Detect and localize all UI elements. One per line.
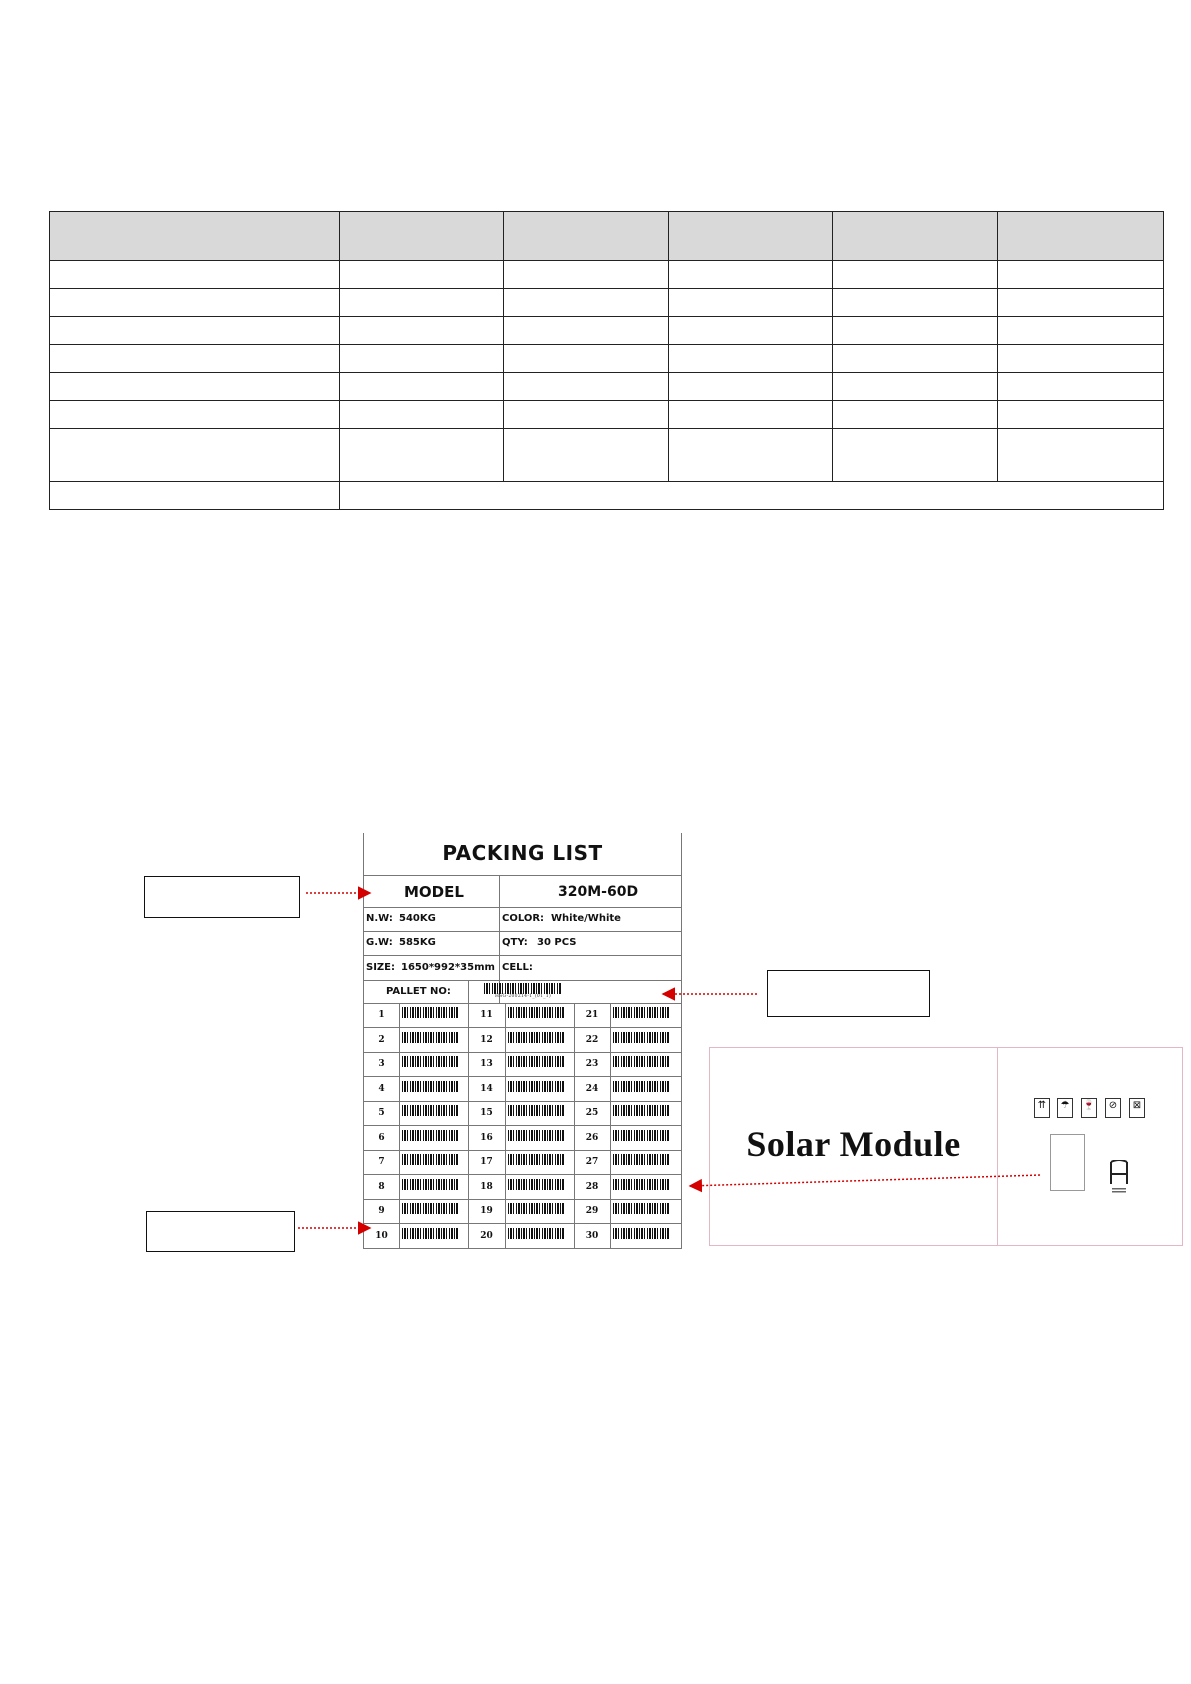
pallet-index-number: 2 (378, 1034, 385, 1045)
qty-value: 30 PCS (537, 937, 577, 948)
module-barcode (402, 1081, 458, 1098)
pallet-index-number: 19 (480, 1206, 493, 1216)
module-barcode (613, 1130, 669, 1147)
gw-value: 585KG (399, 937, 436, 948)
module-barcode (613, 1056, 669, 1073)
do-not-stack-icon: ⊘ (1105, 1098, 1121, 1118)
module-barcode (508, 1179, 564, 1196)
table-footer-row (50, 482, 1164, 510)
packing-list-title: PACKING LIST (442, 841, 603, 865)
pallet-index-number: 15 (480, 1108, 493, 1118)
module-barcode (402, 1203, 458, 1220)
pallet-index-number: 14 (480, 1083, 493, 1094)
module-barcode (613, 1105, 669, 1122)
table-header-row (50, 212, 1164, 261)
module-barcode (508, 1228, 564, 1245)
module-barcode (613, 1007, 669, 1024)
pallet-index-number: 5 (378, 1108, 385, 1118)
pallet-index-number: 18 (480, 1181, 493, 1192)
pallet-index-number: 17 (480, 1157, 493, 1167)
module-barcode (402, 1130, 458, 1147)
color-label: COLOR: (502, 913, 545, 924)
pallet-index-number: 6 (378, 1132, 385, 1143)
module-barcode (508, 1203, 564, 1220)
header-cell (669, 212, 833, 261)
pallet-label: PALLET NO: (386, 986, 451, 997)
pallet-index-number: 1 (378, 1010, 385, 1020)
pallet-index-number: 21 (585, 1010, 599, 1020)
pallet-index-number: 8 (378, 1181, 385, 1192)
callout-box-model (144, 876, 300, 918)
header-cell (998, 212, 1164, 261)
pallet-index-number: 27 (585, 1157, 599, 1167)
recycle-bin-icon: ⊠ (1129, 1098, 1145, 1118)
module-barcode (613, 1081, 669, 1098)
pallet-index-number: 11 (480, 1010, 493, 1020)
table-row (50, 317, 1164, 345)
nw-label: N.W: (366, 913, 393, 924)
pallet-index-number: 7 (378, 1157, 385, 1167)
module-barcode (402, 1154, 458, 1171)
table-row (50, 401, 1164, 429)
model-value: 320M-60D (558, 884, 639, 900)
module-barcode (508, 1007, 564, 1024)
fragile-icon: 🍷 (1081, 1098, 1097, 1118)
pallet-index-number: 20 (480, 1230, 493, 1241)
carton-title: Solar Module (746, 1124, 961, 1164)
module-barcode (402, 1056, 458, 1073)
pallet-index-number: 22 (585, 1034, 599, 1045)
header-cell (340, 212, 504, 261)
callout-box-pallet (767, 970, 930, 1017)
pallet-index-number: 26 (585, 1132, 599, 1143)
this-way-up-icon: ⇈ (1034, 1098, 1050, 1118)
pallet-index-number: 10 (375, 1230, 388, 1241)
header-cell (50, 212, 340, 261)
callout-box-index (146, 1211, 295, 1252)
module-barcode (402, 1032, 458, 1049)
size-label: SIZE: (366, 962, 396, 973)
module-barcode (508, 1130, 564, 1147)
size-value: 1650*992*35mm (401, 962, 495, 973)
module-barcode (613, 1179, 669, 1196)
module-barcode (613, 1032, 669, 1049)
module-barcode (402, 1105, 458, 1122)
table-row (50, 345, 1164, 373)
table-row (50, 289, 1164, 317)
qty-label: QTY: (502, 937, 528, 948)
pallet-index-number: 12 (480, 1034, 493, 1045)
header-cell (504, 212, 669, 261)
module-barcode (508, 1154, 564, 1171)
clamp-icon (1107, 1160, 1131, 1200)
module-barcode (508, 1081, 564, 1098)
pallet-index-number: 9 (378, 1206, 385, 1216)
model-label: MODEL (404, 883, 464, 901)
table-row (50, 373, 1164, 401)
module-barcode (402, 1007, 458, 1024)
carton-window (1050, 1134, 1085, 1191)
spec-table (49, 211, 1164, 510)
pallet-index-number: 23 (585, 1059, 599, 1069)
packing-list-label (363, 833, 682, 1249)
color-value: White/White (551, 913, 621, 924)
pallet-index-number: 25 (585, 1108, 599, 1118)
module-barcode (613, 1154, 669, 1171)
pallet-index-number: 24 (585, 1083, 599, 1094)
pallet-index-number: 3 (378, 1059, 385, 1069)
header-cell (833, 212, 998, 261)
gw-label: G.W: (366, 937, 393, 948)
pallet-index-number: 13 (480, 1059, 493, 1069)
module-barcode (508, 1105, 564, 1122)
pallet-index-number: 4 (378, 1083, 385, 1094)
module-barcode (508, 1032, 564, 1049)
table-row (50, 261, 1164, 289)
keep-dry-icon: ☂ (1057, 1098, 1073, 1118)
module-barcode (508, 1056, 564, 1073)
pallet-index-number: 16 (480, 1132, 493, 1143)
module-barcode (613, 1203, 669, 1220)
pallet-code: HSG-200214-1_(01_1) (494, 994, 552, 999)
module-barcode (402, 1228, 458, 1245)
nw-value: 540KG (399, 913, 436, 924)
module-barcode (402, 1179, 458, 1196)
pallet-index-number: 29 (585, 1206, 599, 1216)
module-barcode (613, 1228, 669, 1245)
pallet-index-number: 28 (585, 1181, 599, 1192)
table-row (50, 429, 1164, 482)
pallet-index-number: 30 (585, 1230, 599, 1241)
carton-drawing (709, 1047, 1183, 1246)
pallet-barcode (484, 983, 562, 1000)
cell-label: CELL: (502, 962, 533, 973)
